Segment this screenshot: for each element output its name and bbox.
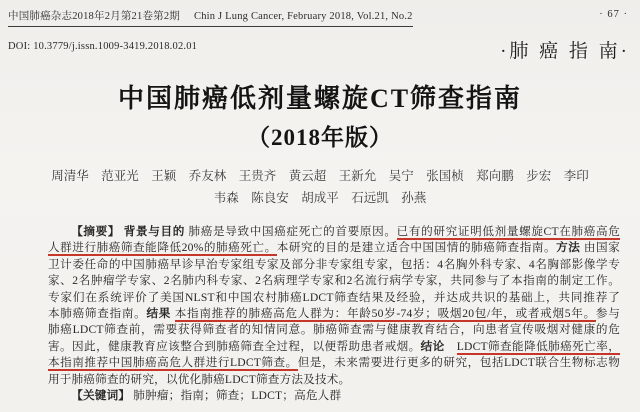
bold-label: 结论 [420,339,445,353]
body-text: 卫计委任命的中国肺癌早诊早治专家组专家及部分非专家组专家，包括：4名胸外科专家、4名胸部影像学专 [48,257,620,271]
body-text: 本研究的目的是建立适合中国国情的肺癌筛查指南。 [276,241,557,255]
abstract-line [48,257,620,273]
authors-line1: 周清华 范亚光 王颖 乔友林 王贵齐 黄云超 王新允 吴宁 张国桢 郑向鹏 步宏 李印 [51,169,589,183]
authors-block [0,165,640,209]
doi-text: DOI: 10.3779/j.issn.1009-3419.2018.02.01 [8,41,198,52]
page-number: · 67 · [599,9,628,20]
highlighted-text: 已有的研究证明低剂量螺旋CT在肺癌高危 [396,225,620,238]
header-second-row [0,27,640,63]
journal-citation-cn: 中国肺癌杂志2018年2月第21卷第2期 [8,11,180,22]
highlighted-text: 本指南推荐的肺癌高危人群为：年龄50岁-74岁；吸烟20包/年，或者戒烟5年。 [174,307,596,321]
body-text: 害。因此，健康教育应该整合到肺癌筛查全过程，以便帮助患者戒烟。 [48,339,421,353]
abstract-line [48,339,620,355]
bold-label: 背景与目的 [123,225,185,238]
abstract-line [48,273,620,289]
abstract-line [48,290,620,306]
body-text [445,340,457,353]
section-banner: ·肺 癌 指 南· [500,41,630,62]
body-text: 用于肺癌筛查的研究，以优化肺癌LDCT筛查方法及技术。 [48,372,351,386]
highlighted-text: 本指南推荐中国肺癌高危人群进行LDCT筛查。 [48,356,298,370]
article-title-line1: 中国肺癌低剂量螺旋CT筛查指南 [117,84,523,113]
body-text: 专家们在系统评价了美国NLST和中国农村肺癌LDCT筛查结果及经验，并达成共识的基础上，共同推荐了 [48,290,620,304]
body-text: 由国家 [580,241,620,255]
highlighted-text: LDCT筛查能降低肺癌死亡率， [456,339,621,353]
bold-label: 【摘要】 [71,225,121,238]
page-header [0,0,640,27]
abstract-line [48,240,620,256]
article-title-line2: （2018年版） [247,125,393,150]
abstract-line [48,322,620,338]
body-text: 参与 [595,307,621,321]
abstract-line [48,388,620,404]
journal-citation-en: Chin J Lung Cancer, February 2018, Vol.21, No.2 [194,11,413,22]
abstract-line [48,355,620,371]
authors-line2: 韦森 陈良安 胡成平 石远凯 孙燕 [213,191,427,205]
body-text: 本肺癌筛查指南。 [48,307,147,321]
abstract [48,224,620,404]
body-text: 肺癌LDCT筛查前，需要获得筛查者的知情同意。肺癌筛查需与健康教育结合，向患者宣传吸烟对健康的危 [48,323,620,337]
bold-label: 结果 [146,307,172,321]
abstract-line [48,306,620,322]
abstract-line [48,372,620,388]
bold-label: 【关键词】 [71,389,131,403]
body-text: 但是，未来需要进行更多的研究，包括LDCT联合生物标志物 [297,356,621,370]
abstract-line [48,224,620,240]
bold-label: 方法 [556,241,581,255]
body-text: 家、2名肿瘤学专家、2名肺内科专家、2名病理学专家和2名流行病学专家，共同参与了本指南的制定工作。 [48,274,620,288]
journal-citation [8,8,413,27]
body-text: 肺癌是导致中国癌症死亡的首要原因。 [184,225,397,238]
body-text: 肺肿瘤；指南；筛查；LDCT；高危人群 [130,389,342,403]
highlighted-text: 人群进行肺癌筛查能降低20%的肺癌死亡。 [48,241,277,255]
